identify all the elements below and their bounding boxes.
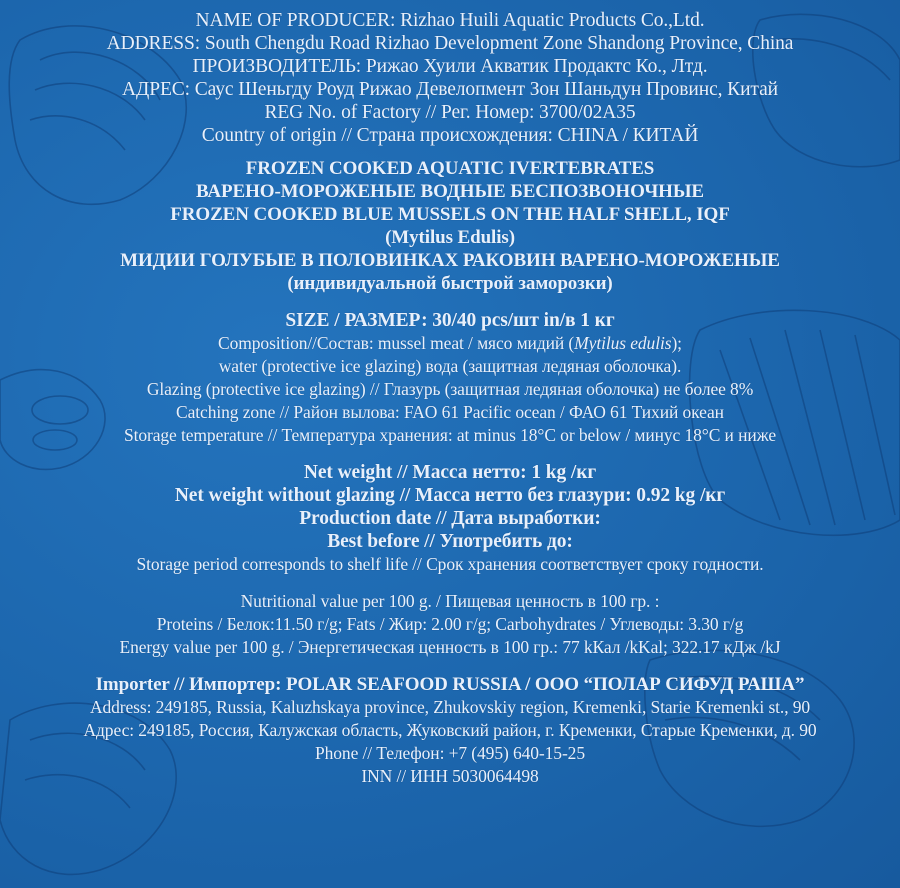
importer-address-en: Address: 249185, Russia, Kaluzhskaya province, Zhukovskiy region, Kremenki, Starie Kremenki st., 90 [89, 697, 811, 717]
product-freeze-type-ru: (индивидуальной быстрой заморозки) [287, 273, 613, 294]
net-weight: Net weight // Масса нетто: 1 kg /кг [303, 462, 597, 483]
importer-inn: INN // ИНН 5030064498 [361, 766, 539, 786]
nutrition-macros: Proteins / Белок:11.50 г/g; Fats / Жир: 2.00 г/g; Carbohydrates / Углеводы: 3.30 г/g [156, 614, 744, 634]
glazing: Glazing (protective ice glazing) // Глазурь (защитная ледяная оболочка) не более 8% [146, 379, 754, 399]
nutrition-energy: Energy value per 100 g. / Энергетическая ценность в 100 гр.: 77 kКал /kKal; 322.17 кДж /kJ [119, 637, 781, 657]
best-before: Best before // Употребить до: [327, 531, 573, 552]
producer-address-ru: АДРЕС: Саус Шеньгду Роуд Рижао Девелопмент Зон Шаньдун Провинс, Китай [122, 79, 778, 100]
product-name-en: FROZEN COOKED BLUE MUSSELS ON THE HALF SHELL, IQF [170, 204, 730, 225]
importer-address-ru: Адрес: 249185, Россия, Калужская область, Жуковский район, г. Кременки, Старые Кременки, д. 90 [83, 720, 817, 740]
producer-address-en: ADDRESS: South Chengdu Road Rizhao Development Zone Shandong Province, China [106, 33, 794, 54]
producer-name-ru: ПРОИЗВОДИТЕЛЬ: Рижао Хуили Акватик Продактс Ко., Лтд. [192, 56, 708, 77]
storage-period: Storage period corresponds to shelf life // Срок хранения соответствует сроку годности. [136, 554, 764, 574]
product-category-ru: ВАРЕНО-МОРОЖЕНЫЕ ВОДНЫЕ БЕСПОЗВОНОЧНЫЕ [196, 181, 704, 202]
importer-phone: Phone // Телефон: +7 (495) 640-15-25 [314, 743, 585, 763]
composition-water: water (protective ice glazing) вода (защитная ледяная оболочка). [218, 356, 682, 376]
net-weight-no-glazing: Net weight without glazing // Масса нетто без глазури: 0.92 kg /кг [174, 485, 726, 506]
catching-zone: Catching zone // Район вылова: FAO 61 Pacific ocean / ФАО 61 Тихий океан [176, 402, 724, 422]
production-date: Production date // Дата выработки: [299, 508, 601, 529]
producer-name-en: NAME OF PRODUCER: Rizhao Huili Aquatic Products Co.,Ltd. [195, 10, 705, 31]
product-category-en: FROZEN COOKED AQUATIC IVERTEBRATES [245, 158, 655, 179]
product-latin-name: (Mytilus Edulis) [385, 227, 515, 248]
product-size: SIZE / РАЗМЕР: 30/40 pcs/шт in/в 1 кг [285, 310, 615, 331]
product-name-ru: МИДИИ ГОЛУБЫЕ В ПОЛОВИНКАХ РАКОВИН ВАРЕНО-МОРОЖЕНЫЕ [120, 250, 780, 271]
country-of-origin: Country of origin // Страна происхождения: CHINA / КИТАЙ [201, 125, 699, 146]
composition: Composition//Состав: mussel meat / мясо мидий (Mytilus edulis); [218, 333, 682, 353]
composition-latin: Mytilus edulis [574, 333, 672, 353]
nutrition-title: Nutritional value per 100 g. / Пищевая ценность в 100 гр. : [240, 591, 660, 611]
storage-temperature: Storage temperature // Температура хранения: at minus 18°C or below / минус 18°C и ниже [123, 425, 777, 445]
factory-reg-number: REG No. of Factory // Рег. Номер: 3700/02A35 [264, 102, 636, 123]
importer-title: Importer // Импортер: POLAR SEAFOOD RUSSIA / ООО “ПОЛАР СИФУД РАША” [95, 674, 805, 695]
